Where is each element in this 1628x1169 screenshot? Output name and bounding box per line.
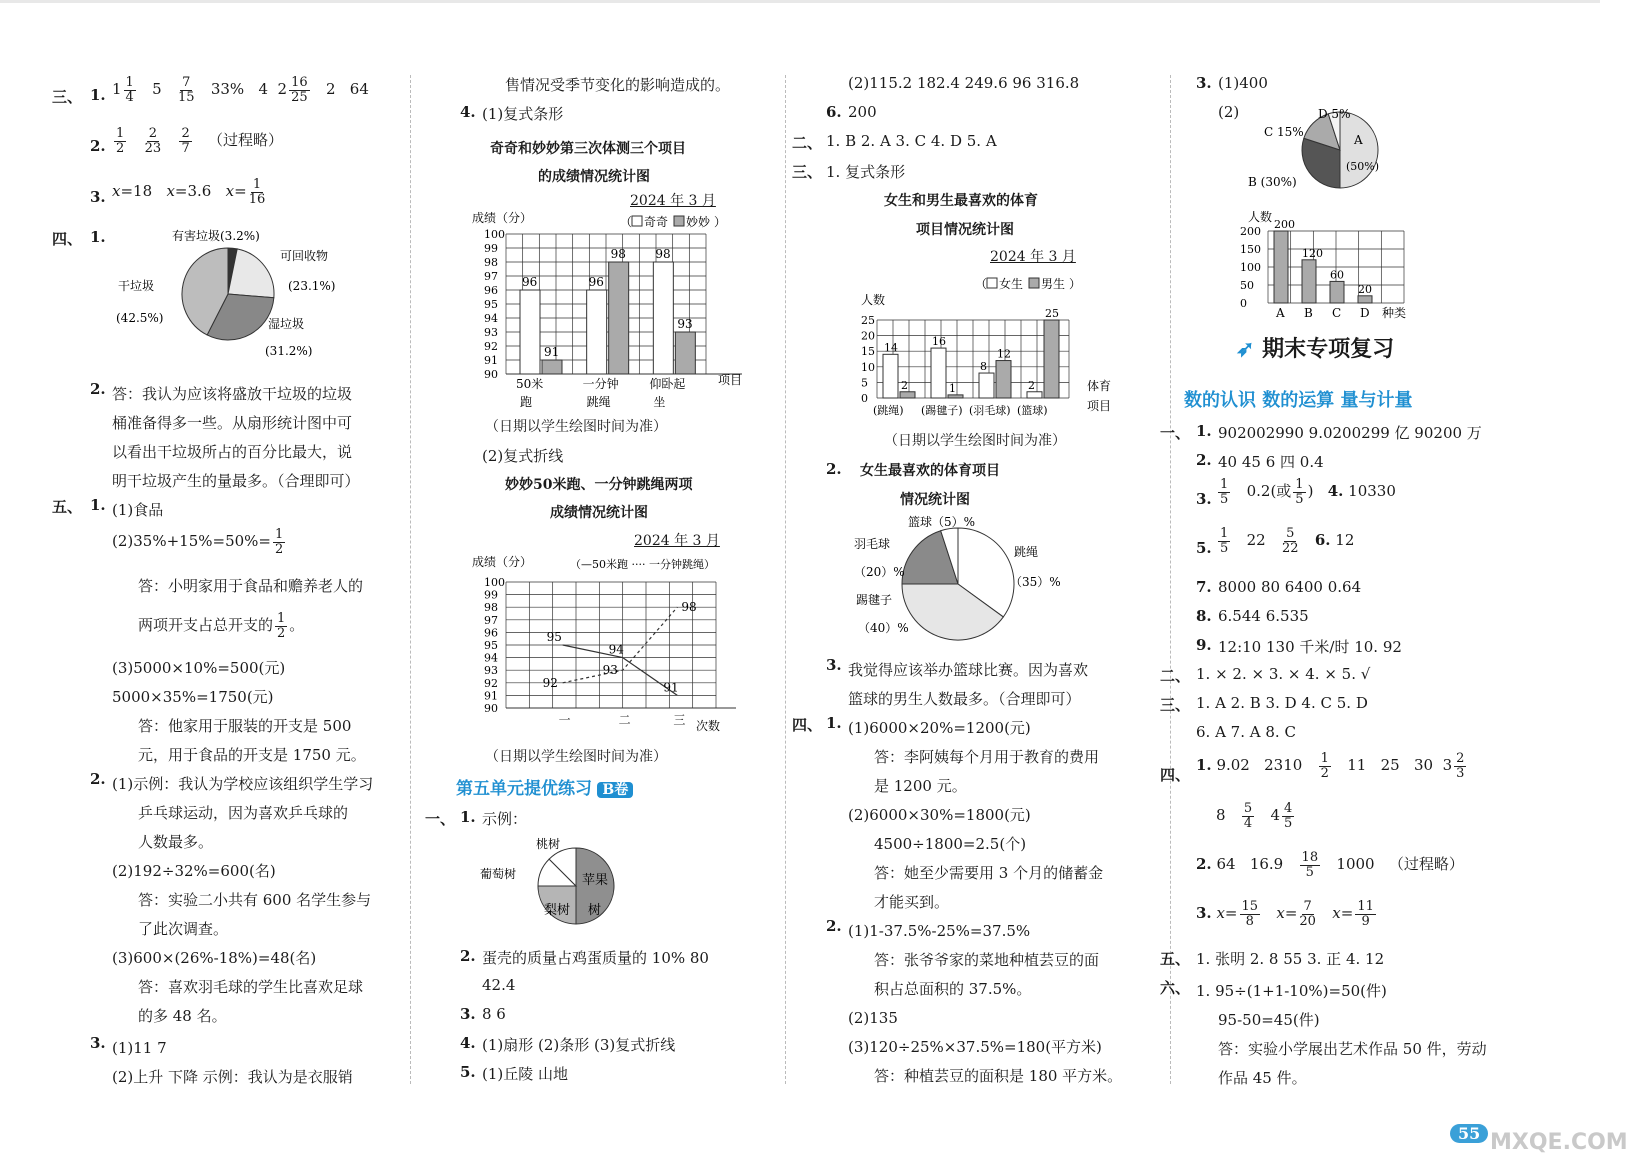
question-number: 4.: [460, 103, 476, 121]
data-label: 1: [949, 381, 956, 395]
question-number: 7.: [1196, 578, 1212, 596]
pie-label: (42.5%): [116, 311, 164, 325]
answer-line: 1. 95÷(1+1-10%)=50(件): [1196, 982, 1387, 1000]
svg-text:）: ）: [1069, 277, 1082, 291]
topic-heading: 数的认识 数的运算 量与计量: [1184, 390, 1413, 411]
data-label: 96: [588, 275, 604, 289]
question-number: 2.: [826, 917, 842, 935]
tick-label: 95: [484, 298, 498, 311]
page-number: 55: [1450, 1124, 1488, 1143]
tick-label: 91: [484, 689, 498, 703]
tick-label: 98: [484, 256, 498, 269]
svg-text:体育: 体育: [1087, 379, 1112, 393]
question-number: 9.: [1196, 636, 1212, 654]
tick-label: 200: [1240, 225, 1261, 238]
question-number: 2.: [826, 460, 842, 478]
answer-line: (1)400: [1218, 74, 1268, 92]
question-number: 1.: [90, 496, 106, 514]
bar: [948, 395, 963, 398]
chart-title: 情况统计图: [900, 492, 970, 508]
answer-line: 售情况受季节变化的影响造成的。: [505, 76, 731, 94]
answer-line: 了此次调查。: [138, 920, 229, 938]
question-number: 5.: [1196, 539, 1212, 557]
answer-line: 8 6: [482, 1005, 506, 1023]
answer-line: 积占总面积的 37.5%。: [874, 980, 1032, 998]
tick-label: 97: [484, 270, 498, 283]
question-number: 3.: [460, 1005, 476, 1023]
question-number: 1.: [460, 808, 476, 826]
question-number: 2.: [460, 947, 476, 965]
line-chart-scores: [470, 550, 760, 740]
tick-label: 100: [484, 228, 505, 241]
answer-line: (3)5000×10%=500(元): [112, 659, 286, 677]
answer-line: 答：张爷爷家的菜地种植芸豆的面: [874, 951, 1100, 969]
bar: [979, 373, 994, 398]
tick-label: 94: [484, 312, 498, 325]
svg-text:葡萄树: 葡萄树: [480, 867, 517, 881]
answer-line: (1)1-37.5%-25%=37.5%: [848, 922, 1031, 940]
chart-date: 2024 年 3 月: [990, 249, 1076, 265]
tick-label: 93: [484, 664, 498, 678]
bar: [542, 360, 562, 374]
svg-text:（20）%: （20）%: [854, 565, 905, 579]
bar-chart-sports: [855, 272, 1125, 422]
tick-label: 20: [861, 329, 875, 343]
question-number: 6.: [826, 103, 842, 121]
answer-line: 6. A 7. A 8. C: [1196, 723, 1296, 741]
answer-line: (1)11 7: [112, 1039, 167, 1057]
data-label: 93: [677, 317, 693, 331]
data-label: 60: [1330, 268, 1344, 282]
answer-line: 8 $\frac{5}{4}$ 4 $\frac{4}{5}$: [1216, 801, 1293, 831]
chart-title: 妙妙50米跑、一分钟跳绳两项: [505, 477, 693, 493]
chart-title: 女生最喜欢的体育项目: [860, 463, 1000, 479]
answer-line: 答：李阿姨每个月用于教育的费用: [874, 748, 1100, 766]
answer-line: 6.544 6.535: [1218, 607, 1309, 625]
answer-line: x=18 x=3.6 x= $\frac{1}{16}$: [112, 177, 266, 207]
svg-text:篮球（5）%: 篮球（5）%: [908, 515, 976, 529]
data-label: 92: [542, 675, 558, 690]
section-number: 五、: [1160, 950, 1191, 968]
section-number: 五、: [52, 498, 83, 516]
answer-line: 12:10 130 千米/时 10. 92: [1218, 638, 1402, 656]
answer-line: 答：实验二小共有 600 名学生参与: [138, 891, 372, 909]
tick-label: 100: [1240, 261, 1261, 274]
section-number: 一、: [425, 810, 456, 828]
svg-text:B (30%): B (30%): [1248, 175, 1297, 189]
bar: [883, 354, 898, 398]
answer-line: $\frac{1}{5}$ 0.2(或 $\frac{1}{5}$ ) 4. 10330: [1220, 477, 1396, 507]
category-label: 50米: [516, 377, 544, 391]
answer-paragraph: [848, 917, 1122, 1091]
tick-label: 94: [484, 651, 498, 665]
answer-paragraph: [112, 1034, 353, 1092]
tick-label: 99: [484, 242, 498, 255]
svg-text:苹果: 苹果: [582, 873, 609, 888]
svg-text:人数: 人数: [861, 293, 886, 307]
data-label: 14: [884, 341, 898, 355]
category-label: 二: [618, 713, 631, 727]
svg-text:次数: 次数: [696, 719, 721, 733]
section-number: 三、: [792, 163, 823, 181]
unit-heading: 第五单元提优练习 B卷: [456, 774, 633, 799]
answer-line: 明干垃圾产生的量最多。（合理即可）: [112, 472, 360, 490]
data-label: 98: [681, 600, 697, 615]
pie-label: 湿垃圾: [268, 317, 305, 331]
question-number: 3.: [826, 656, 842, 674]
data-label: 2: [901, 378, 908, 392]
fruit-tree-pie-chart: [470, 832, 650, 942]
chart-title: 奇奇和妙妙第三次体测三个项目: [490, 141, 686, 157]
svg-text:男生: 男生: [1041, 277, 1066, 291]
pie-label: 干垃圾: [118, 279, 155, 293]
chart-note: （日期以学生绘图时间为准）: [884, 433, 1066, 449]
tick-label: 0: [861, 392, 868, 405]
tick-label: 10: [861, 360, 875, 374]
rocket-icon: ➶: [1236, 336, 1255, 362]
answer-line: (1)食品: [112, 501, 164, 519]
answer-line: 1. 复式条形: [826, 163, 906, 181]
category-label: 三: [673, 713, 686, 727]
svg-text:（—50米跑 ···· 一分钟跳绳）: （—50米跑 ···· 一分钟跳绳）: [570, 558, 715, 571]
data-label: 2: [1028, 378, 1035, 392]
bar: [675, 332, 695, 374]
question-number: 3.: [90, 1034, 106, 1052]
question-number: 8.: [1196, 607, 1212, 625]
answer-line: (2)复式折线: [482, 447, 564, 465]
column-divider: [785, 75, 786, 1084]
pie-label: (31.2%): [265, 344, 313, 358]
question-number: 4.: [460, 1034, 476, 1052]
tick-label: 90: [484, 368, 498, 381]
data-label: 120: [1302, 246, 1323, 260]
question-number: 2.: [90, 380, 106, 398]
data-label: 12: [997, 347, 1011, 361]
bar: [587, 290, 607, 374]
svg-text:C 15%: C 15%: [1264, 125, 1304, 139]
answer-line: 以看出干垃圾所占的百分比最大，说: [112, 443, 353, 461]
section-number: 四、: [52, 230, 83, 248]
question-number: 1.: [90, 228, 106, 246]
answer-line: (2)上升 下降 示例：我认为是衣服销: [112, 1068, 353, 1086]
category-label: 跳绳: [586, 395, 611, 409]
pie-label: 可回收物: [280, 249, 329, 263]
bar: [1358, 296, 1372, 303]
bar: [1274, 231, 1288, 303]
tick-label: 100: [484, 576, 505, 589]
section-number: 二、: [1160, 667, 1191, 685]
svg-text:跳绳: 跳绳: [1014, 545, 1039, 559]
category-label: (羽毛球): [969, 404, 1011, 417]
pie-slice: [1340, 112, 1378, 188]
svg-text:A: A: [1354, 133, 1363, 147]
answer-line: 答：喜欢羽毛球的学生比喜欢足球: [138, 978, 364, 996]
answer-line: (1)复式条形: [482, 105, 564, 123]
tick-label: 99: [484, 588, 498, 602]
answer-line: 作品 45 件。: [1218, 1069, 1307, 1087]
chart-title: 的成绩情况统计图: [538, 169, 650, 185]
svg-text:（: （: [975, 277, 988, 291]
bar-chart-abcd: [1238, 205, 1418, 325]
svg-text:羽毛球: 羽毛球: [854, 537, 891, 551]
answer-paragraph: [848, 656, 1088, 714]
section-number: 三、: [52, 88, 83, 106]
tick-label: 15: [861, 345, 875, 359]
question-number: 1.: [90, 86, 106, 104]
answer-paragraph: [112, 770, 373, 1031]
tick-label: 90: [484, 702, 498, 715]
data-label: 91: [544, 345, 560, 359]
data-label: 96: [522, 275, 538, 289]
section-number: 六、: [1160, 979, 1191, 997]
category-label: 一分钟: [582, 377, 619, 391]
review-heading: ➶ 期末专项复习: [1236, 336, 1395, 362]
answer-line: 1. B 2. A 3. C 4. D 5. A: [826, 132, 997, 150]
svg-text:项目: 项目: [718, 373, 743, 387]
answer-line: 桶准备得多一些。从扇形统计图中可: [112, 414, 353, 432]
category-label: (篮球): [1017, 404, 1048, 417]
answer-line: (2)192÷32%=600(名): [112, 862, 276, 880]
chart-date: 2024 年 3 月: [634, 533, 720, 549]
svg-text:成绩（分）: 成绩（分）: [472, 211, 533, 225]
svg-text:（35）%: （35）%: [1010, 575, 1061, 589]
tick-label: 0: [1240, 297, 1247, 310]
answer-paragraph: [112, 654, 366, 770]
svg-text:(50%): (50%): [1346, 160, 1380, 173]
answer-line: $\frac{1}{5}$ 22 $\frac{5}{22}$ 6. 12: [1220, 526, 1355, 556]
question-number: 1.: [826, 714, 842, 732]
answer-line: 元，用于食品的开支是 1750 元。: [138, 746, 366, 764]
svg-text:人数: 人数: [1248, 210, 1273, 224]
section-number: 一、: [1160, 424, 1191, 442]
answer-line: 蛋壳的质量占鸡蛋质量的 10% 80: [482, 949, 709, 967]
data-label: 93: [602, 663, 618, 678]
answer-line: 95-50=45(件): [1218, 1011, 1320, 1029]
chart-title: 项目情况统计图: [916, 222, 1014, 238]
answer-line: 1. 张明 2. 8 55 3. 正 4. 12: [1196, 950, 1385, 968]
answer-line: 篮球的男生人数最多。（合理即可）: [848, 690, 1081, 708]
category-label: 坐: [653, 395, 666, 409]
chart-title: 女生和男生最喜欢的体育: [884, 193, 1038, 209]
bar: [520, 290, 540, 374]
section-number: 四、: [1160, 766, 1191, 784]
answer-line: (2)6000×30%=1800(元): [848, 806, 1031, 824]
bar: [1027, 392, 1042, 398]
data-label: 8: [980, 360, 987, 374]
svg-text:奇奇: 奇奇: [644, 215, 669, 229]
question-number: 3.: [1196, 74, 1212, 92]
data-label: 200: [1274, 218, 1295, 231]
answer-paragraph: [112, 496, 163, 525]
tick-label: 97: [484, 613, 498, 627]
answer-line: (2)115.2 182.4 249.6 96 316.8: [848, 74, 1080, 92]
section-number: 二、: [792, 134, 823, 152]
tick-label: 50: [1240, 279, 1254, 292]
tick-label: 96: [484, 284, 498, 297]
svg-text:（40）%: （40）%: [858, 621, 909, 635]
category-label: A: [1276, 306, 1285, 320]
answer-line: 902002990 9.0200299 亿 90200 万: [1218, 424, 1482, 442]
answer-line: (1)扇形 (2)条形 (3)复式折线: [482, 1036, 676, 1054]
answer-line: (2)35%+15%=50%= $\frac{1}{2}$: [112, 527, 284, 557]
svg-text:（: （: [620, 215, 633, 229]
answer-paragraph: [112, 380, 360, 496]
abcd-pie-chart: [1236, 100, 1396, 200]
chart-note: （日期以学生绘图时间为准）: [485, 419, 667, 435]
svg-text:妙妙: 妙妙: [686, 215, 711, 229]
answer-line: (3)600×(26%-18%)=48(名): [112, 949, 317, 967]
answer-line: 答：他家用于服装的开支是 500: [138, 717, 352, 735]
bar: [1330, 281, 1344, 303]
section-number: 四、: [792, 716, 823, 734]
answer-line: 5000×35%=1750(元): [112, 688, 274, 706]
answer-line: 是 1200 元。: [874, 777, 967, 795]
question-number: 2.: [1196, 451, 1212, 469]
bar: [653, 262, 673, 374]
question-number: 2.: [90, 770, 106, 788]
bar: [900, 392, 915, 398]
data-label: 94: [608, 642, 624, 657]
svg-text:项目: 项目: [1087, 399, 1112, 413]
bar: [1302, 260, 1316, 303]
tick-label: 150: [1240, 243, 1261, 256]
svg-text:树: 树: [588, 903, 602, 918]
answer-line: 1. 9.02 2310 $\frac{1}{2}$ 11 25 30 3 $\frac{2}{3}$: [1196, 751, 1465, 781]
question-number: 1.: [1196, 422, 1212, 440]
answer-line: $\frac{1}{2}$ $\frac{2}{23}$ $\frac{2}{7}$ （过程略）: [116, 126, 284, 156]
answer-line: 1 $\frac{1}{4}$ 5 $\frac{7}{15}$ 33% 4 2 $\frac{16}{25}$ 2 64: [112, 75, 369, 105]
category-label: 跑: [520, 395, 533, 409]
answer-line: 的多 48 名。: [138, 1007, 227, 1025]
answer-line: 人数最多。: [138, 833, 214, 851]
answer-line: 乒乓球运动，因为喜欢乒乓球的: [138, 804, 349, 822]
category-label: 仰卧起: [649, 377, 686, 391]
category-label: D: [1360, 306, 1370, 320]
chart-title: 成绩情况统计图: [550, 505, 648, 521]
answer-line: (2): [1218, 103, 1240, 121]
svg-text:女生: 女生: [999, 277, 1024, 291]
tick-label: 92: [484, 676, 498, 690]
category-label: (踢毽子): [921, 404, 963, 417]
answer-line: (1)示例：我认为学校应该组织学生学习: [112, 775, 374, 793]
tick-label: 5: [861, 376, 868, 390]
data-label: 95: [546, 630, 562, 644]
tick-label: 93: [484, 326, 498, 339]
axis-label: 种类: [1382, 306, 1407, 320]
answer-line: 1. A 2. B 3. D 4. C 5. D: [1196, 694, 1368, 712]
svg-text:）: ）: [714, 215, 727, 229]
answer-line: 答：种植芸豆的面积是 180 平方米。: [874, 1067, 1123, 1085]
answer-line: 8000 80 6400 0.64: [1218, 578, 1362, 596]
chart-note: （日期以学生绘图时间为准）: [485, 749, 667, 765]
answer-line: 4500÷1800=2.5(个): [874, 835, 1027, 853]
data-label: 91: [663, 680, 679, 695]
watermark: MXQE.COM: [1490, 1130, 1628, 1155]
answer-paragraph: [1196, 977, 1487, 1093]
chart-legend: [975, 276, 1081, 291]
chart-date: 2024 年 3 月: [630, 193, 716, 209]
bar: [609, 262, 629, 374]
answer-line: 40 45 6 四 0.4: [1218, 453, 1324, 471]
svg-text:踢毽子: 踢毽子: [856, 593, 893, 607]
answer-line: 200: [848, 103, 877, 121]
answer-line: 答：我认为应该将盛放干垃圾的垃圾: [112, 385, 353, 403]
data-label: 16: [932, 335, 946, 349]
tick-label: 96: [484, 626, 498, 640]
column-divider: [410, 75, 411, 1084]
question-number: 3.: [90, 188, 106, 206]
section-number: 三、: [1160, 696, 1191, 714]
answer-line: (1)丘陵 山地: [482, 1065, 569, 1083]
answer-line: 示例：: [482, 810, 528, 828]
pie-label: (23.1%): [288, 279, 336, 293]
answer-line: 3. x= $\frac{15}{8}$ x= $\frac{7}{20}$ x= $\frac{11}{9}$: [1196, 899, 1374, 929]
question-number: 2.: [90, 137, 106, 155]
svg-text:成绩（分）: 成绩（分）: [472, 555, 533, 569]
tick-label: 98: [484, 601, 498, 615]
bar: [931, 348, 946, 398]
pie-label: 有害垃圾(3.2%): [172, 229, 260, 243]
question-number: 5.: [460, 1063, 476, 1081]
data-label: 98: [655, 247, 671, 261]
answer-line: 答：小明家用于食品和赡养老人的: [138, 577, 364, 595]
bar-chart-fitness-test: [470, 208, 760, 408]
chart-legend: [620, 214, 726, 229]
data-label: 98: [610, 247, 626, 261]
answer-line: 答：实验小学展出艺术作品 50 件，劳动: [1218, 1040, 1487, 1058]
svg-text:D 5%: D 5%: [1318, 107, 1351, 121]
answer-paragraph: [848, 714, 1103, 917]
data-label: 20: [1358, 282, 1372, 296]
tick-label: 91: [484, 354, 498, 367]
svg-text:桃树: 桃树: [536, 837, 561, 851]
answer-line: (3)120÷25%×37.5%=180(平方米): [848, 1038, 1102, 1056]
bar: [1044, 320, 1059, 398]
category-label: 一: [558, 713, 571, 727]
category-label: (跳绳): [873, 404, 904, 417]
question-number: 3.: [1196, 490, 1212, 508]
tick-label: 25: [861, 314, 875, 327]
category-label: B: [1304, 306, 1313, 320]
answer-line: 2. 64 16.9 $\frac{18}{5}$ 1000 （过程略）: [1196, 850, 1464, 880]
column-divider: [1170, 75, 1171, 1084]
answer-line: 1. × 2. × 3. × 4. × 5. √: [1196, 665, 1371, 683]
answer-line: 两项开支占总开支的 $\frac{1}{2}$ 。: [138, 611, 305, 641]
girls-sports-pie-chart: [850, 512, 1080, 652]
tick-label: 92: [484, 340, 498, 353]
data-label: 25: [1045, 307, 1059, 320]
answer-line: (1)6000×20%=1200(元): [848, 719, 1031, 737]
svg-text:梨树: 梨树: [544, 903, 571, 918]
garbage-pie-chart: [110, 222, 410, 362]
answer-line: 我觉得应该举办篮球比赛。因为喜欢: [848, 661, 1089, 679]
category-label: C: [1332, 306, 1342, 320]
answer-line: 42.4: [482, 976, 516, 994]
bar: [996, 361, 1011, 398]
answer-line: 答：她至少需要用 3 个月的储蓄金: [874, 864, 1104, 882]
answer-line: (2)135: [848, 1009, 898, 1027]
tick-label: 95: [484, 639, 498, 652]
answer-line: 才能买到。: [874, 893, 950, 911]
top-border: [0, 0, 1600, 3]
unit-badge: B卷: [597, 782, 633, 798]
